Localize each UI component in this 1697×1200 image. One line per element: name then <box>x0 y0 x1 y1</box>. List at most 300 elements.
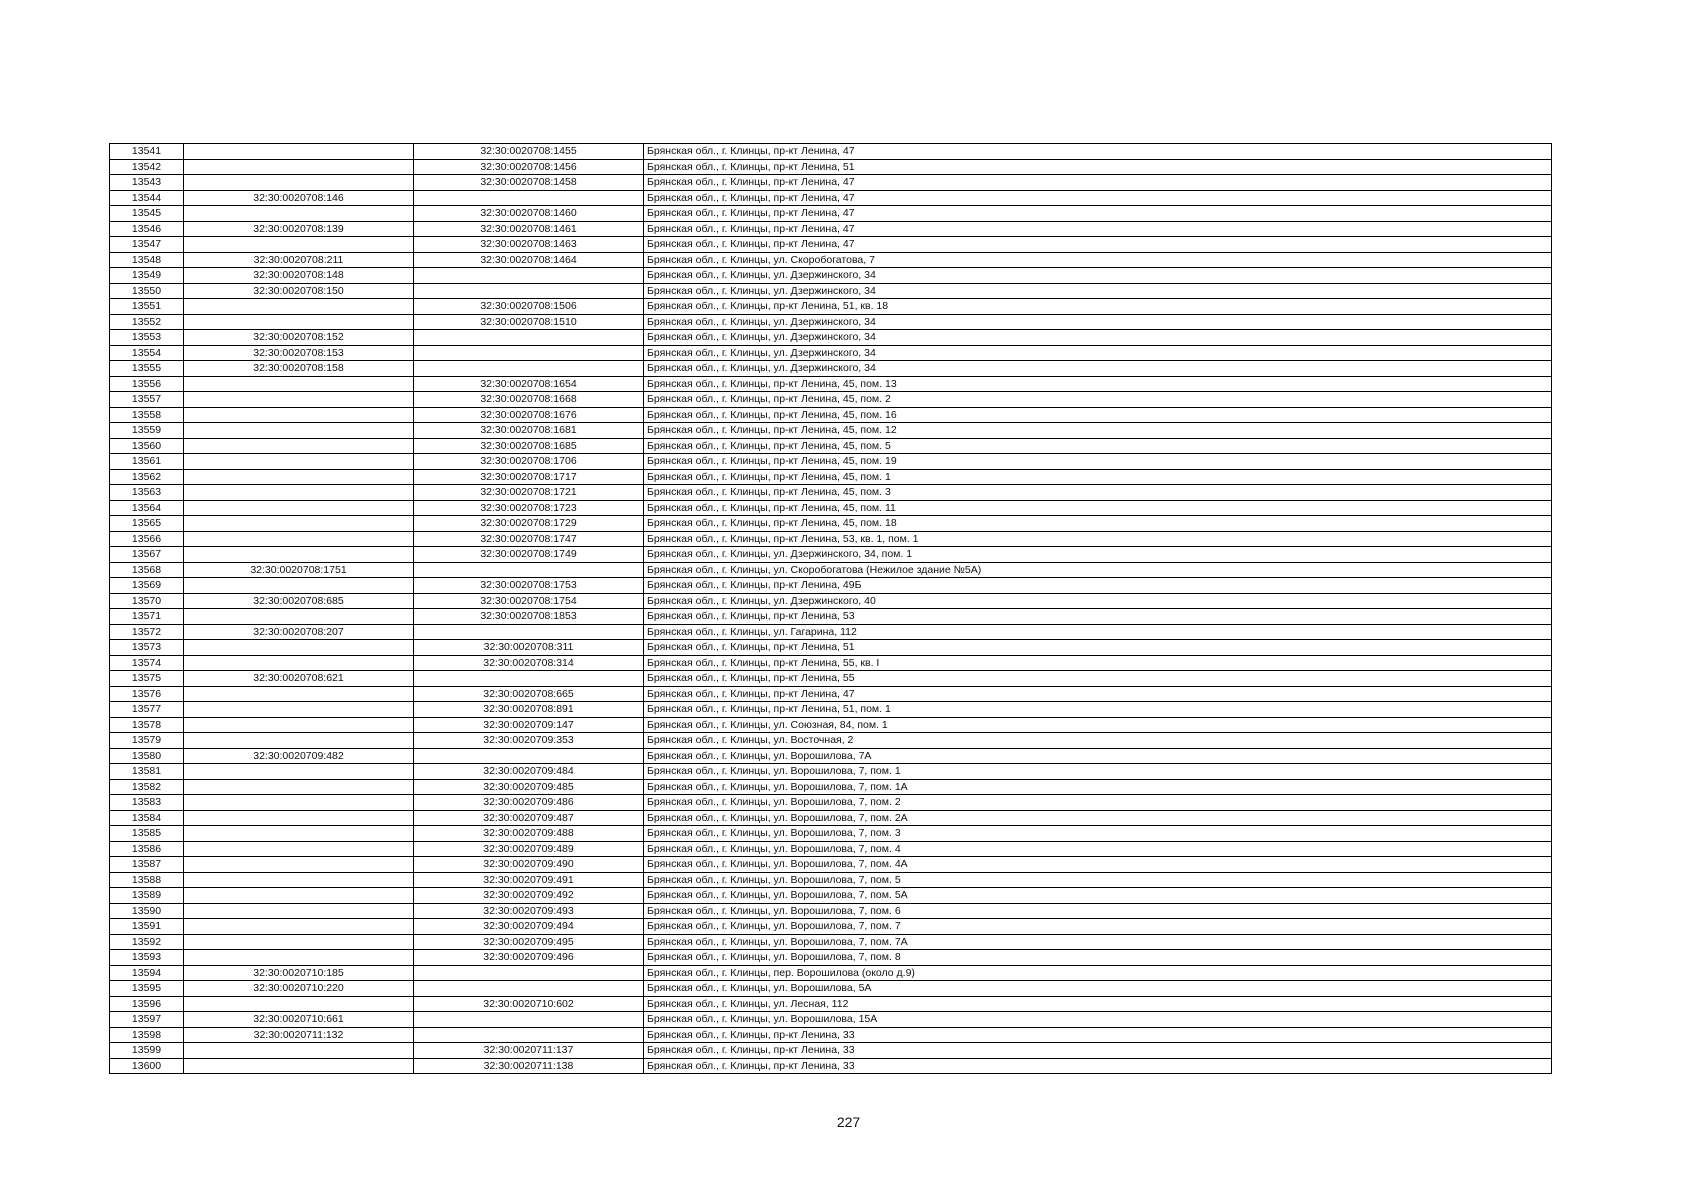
address-cell: Брянская обл., г. Клинцы, пр-кт Ленина, 55 <box>644 671 1552 687</box>
parent-cadastral-number-cell <box>184 314 414 330</box>
row-number-cell: 13584 <box>110 810 184 826</box>
table-row <box>110 392 1552 408</box>
cadastral-number-cell: 32:30:0020708:1668 <box>414 392 644 408</box>
table-row <box>110 144 1552 160</box>
row-number-cell: 13560 <box>110 438 184 454</box>
table-row <box>110 764 1552 780</box>
address-cell: Брянская обл., г. Клинцы, ул. Дзержинского, 40 <box>644 593 1552 609</box>
cadastral-number-cell: 32:30:0020708:1747 <box>414 531 644 547</box>
row-number-cell: 13586 <box>110 841 184 857</box>
parent-cadastral-number-cell <box>184 733 414 749</box>
cadastral-number-cell: 32:30:0020708:1461 <box>414 221 644 237</box>
row-number-cell: 13566 <box>110 531 184 547</box>
parent-cadastral-number-cell <box>184 779 414 795</box>
table-row <box>110 872 1552 888</box>
row-number-cell: 13541 <box>110 144 184 160</box>
cadastral-number-cell: 32:30:0020708:311 <box>414 640 644 656</box>
parent-cadastral-number-cell <box>184 686 414 702</box>
cadastral-number-cell <box>414 345 644 361</box>
cadastral-number-cell: 32:30:0020709:147 <box>414 717 644 733</box>
parent-cadastral-number-cell: 32:30:0020711:132 <box>184 1027 414 1043</box>
parent-cadastral-number-cell: 32:30:0020709:482 <box>184 748 414 764</box>
table-row <box>110 826 1552 842</box>
address-cell: Брянская обл., г. Клинцы, пр-кт Ленина, 49Б <box>644 578 1552 594</box>
parent-cadastral-number-cell <box>184 640 414 656</box>
cadastral-number-cell: 32:30:0020709:486 <box>414 795 644 811</box>
table-row <box>110 919 1552 935</box>
table-row <box>110 252 1552 268</box>
row-number-cell: 13597 <box>110 1012 184 1028</box>
parent-cadastral-number-cell <box>184 996 414 1012</box>
row-number-cell: 13568 <box>110 562 184 578</box>
address-cell: Брянская обл., г. Клинцы, пр-кт Ленина, 33 <box>644 1058 1552 1074</box>
cadastral-number-cell: 32:30:0020708:1463 <box>414 237 644 253</box>
table-row <box>110 903 1552 919</box>
parent-cadastral-number-cell <box>184 857 414 873</box>
parent-cadastral-number-cell: 32:30:0020710:185 <box>184 965 414 981</box>
address-cell: Брянская обл., г. Клинцы, ул. Лесная, 112 <box>644 996 1552 1012</box>
parent-cadastral-number-cell <box>184 500 414 516</box>
parent-cadastral-number-cell <box>184 531 414 547</box>
cadastral-number-cell: 32:30:0020708:1455 <box>414 144 644 160</box>
parent-cadastral-number-cell <box>184 392 414 408</box>
parent-cadastral-number-cell <box>184 872 414 888</box>
address-cell: Брянская обл., г. Клинцы, пр-кт Ленина, 47 <box>644 175 1552 191</box>
cadastral-number-cell: 32:30:0020709:493 <box>414 903 644 919</box>
parent-cadastral-number-cell: 32:30:0020708:150 <box>184 283 414 299</box>
cadastral-number-cell <box>414 283 644 299</box>
address-cell: Брянская обл., г. Клинцы, пр-кт Ленина, 45, пом. 5 <box>644 438 1552 454</box>
cadastral-number-cell <box>414 1012 644 1028</box>
table-row <box>110 748 1552 764</box>
cadastral-number-cell <box>414 981 644 997</box>
row-number-cell: 13590 <box>110 903 184 919</box>
row-number-cell: 13543 <box>110 175 184 191</box>
cadastral-number-cell: 32:30:0020709:487 <box>414 810 644 826</box>
parent-cadastral-number-cell <box>184 950 414 966</box>
address-cell: Брянская обл., г. Клинцы, пр-кт Ленина, 45, пом. 16 <box>644 407 1552 423</box>
table-row <box>110 407 1552 423</box>
address-cell: Брянская обл., г. Клинцы, пр-кт Ленина, 47 <box>644 221 1552 237</box>
address-cell: Брянская обл., г. Клинцы, пр-кт Ленина, 51 <box>644 640 1552 656</box>
cadastral-number-cell: 32:30:0020708:1676 <box>414 407 644 423</box>
address-cell: Брянская обл., г. Клинцы, пр-кт Ленина, 47 <box>644 686 1552 702</box>
address-cell: Брянская обл., г. Клинцы, ул. Ворошилова, 7, пом. 8 <box>644 950 1552 966</box>
cadastral-number-cell: 32:30:0020711:137 <box>414 1043 644 1059</box>
cadastral-number-cell <box>414 330 644 346</box>
row-number-cell: 13563 <box>110 485 184 501</box>
parent-cadastral-number-cell: 32:30:0020708:158 <box>184 361 414 377</box>
address-cell: Брянская обл., г. Клинцы, пр-кт Ленина, 47 <box>644 190 1552 206</box>
table-row <box>110 531 1552 547</box>
table-body <box>110 144 1552 1074</box>
table-row <box>110 733 1552 749</box>
cadastral-number-cell: 32:30:0020709:490 <box>414 857 644 873</box>
parent-cadastral-number-cell <box>184 547 414 563</box>
table-row <box>110 299 1552 315</box>
table-row <box>110 717 1552 733</box>
parent-cadastral-number-cell <box>184 237 414 253</box>
table-row <box>110 516 1552 532</box>
cadastral-number-cell: 32:30:0020709:491 <box>414 872 644 888</box>
table-row <box>110 345 1552 361</box>
row-number-cell: 13549 <box>110 268 184 284</box>
cadastral-number-cell <box>414 268 644 284</box>
parent-cadastral-number-cell <box>184 469 414 485</box>
cadastral-number-cell <box>414 624 644 640</box>
table-row <box>110 950 1552 966</box>
row-number-cell: 13556 <box>110 376 184 392</box>
cadastral-number-cell: 32:30:0020709:484 <box>414 764 644 780</box>
row-number-cell: 13542 <box>110 159 184 175</box>
parent-cadastral-number-cell <box>184 175 414 191</box>
row-number-cell: 13600 <box>110 1058 184 1074</box>
table-row <box>110 996 1552 1012</box>
row-number-cell: 13593 <box>110 950 184 966</box>
address-cell: Брянская обл., г. Клинцы, ул. Дзержинского, 34 <box>644 345 1552 361</box>
address-cell: Брянская обл., г. Клинцы, ул. Ворошилова, 7А <box>644 748 1552 764</box>
table-row <box>110 190 1552 206</box>
address-cell: Брянская обл., г. Клинцы, пр-кт Ленина, 45, пом. 18 <box>644 516 1552 532</box>
table-row <box>110 376 1552 392</box>
address-cell: Брянская обл., г. Клинцы, ул. Ворошилова, 7, пом. 4А <box>644 857 1552 873</box>
parent-cadastral-number-cell <box>184 795 414 811</box>
row-number-cell: 13589 <box>110 888 184 904</box>
table-row <box>110 981 1552 997</box>
cadastral-number-cell: 32:30:0020708:1464 <box>414 252 644 268</box>
table-row <box>110 686 1552 702</box>
cadastral-number-cell: 32:30:0020708:1853 <box>414 609 644 625</box>
address-cell: Брянская обл., г. Клинцы, ул. Дзержинского, 34 <box>644 330 1552 346</box>
table-row <box>110 1012 1552 1028</box>
parent-cadastral-number-cell <box>184 888 414 904</box>
cadastral-number-cell: 32:30:0020708:1685 <box>414 438 644 454</box>
address-cell: Брянская обл., г. Клинцы, пр-кт Ленина, 51, пом. 1 <box>644 702 1552 718</box>
parent-cadastral-number-cell <box>184 810 414 826</box>
row-number-cell: 13580 <box>110 748 184 764</box>
row-number-cell: 13562 <box>110 469 184 485</box>
address-cell: Брянская обл., г. Клинцы, ул. Дзержинского, 34 <box>644 283 1552 299</box>
address-cell: Брянская обл., г. Клинцы, ул. Ворошилова, 5А <box>644 981 1552 997</box>
parent-cadastral-number-cell: 32:30:0020708:685 <box>184 593 414 609</box>
table-row <box>110 268 1552 284</box>
row-number-cell: 13579 <box>110 733 184 749</box>
row-number-cell: 13582 <box>110 779 184 795</box>
address-cell: Брянская обл., г. Клинцы, пр-кт Ленина, 33 <box>644 1043 1552 1059</box>
row-number-cell: 13587 <box>110 857 184 873</box>
address-cell: Брянская обл., г. Клинцы, пр-кт Ленина, 45, пом. 2 <box>644 392 1552 408</box>
row-number-cell: 13588 <box>110 872 184 888</box>
parent-cadastral-number-cell: 32:30:0020710:220 <box>184 981 414 997</box>
address-cell: Брянская обл., г. Клинцы, пр-кт Ленина, 47 <box>644 206 1552 222</box>
address-cell: Брянская обл., г. Клинцы, ул. Скоробогатова (Нежилое здание №5А) <box>644 562 1552 578</box>
address-cell: Брянская обл., г. Клинцы, пр-кт Ленина, 55, кв. I <box>644 655 1552 671</box>
cadastral-number-cell: 32:30:0020711:138 <box>414 1058 644 1074</box>
row-number-cell: 13555 <box>110 361 184 377</box>
row-number-cell: 13571 <box>110 609 184 625</box>
address-cell: Брянская обл., г. Клинцы, ул. Ворошилова, 15А <box>644 1012 1552 1028</box>
parent-cadastral-number-cell <box>184 1043 414 1059</box>
cadastral-number-cell: 32:30:0020709:489 <box>414 841 644 857</box>
row-number-cell: 13546 <box>110 221 184 237</box>
parent-cadastral-number-cell <box>184 144 414 160</box>
table-row <box>110 578 1552 594</box>
row-number-cell: 13552 <box>110 314 184 330</box>
row-number-cell: 13570 <box>110 593 184 609</box>
cadastral-number-cell: 32:30:0020708:1753 <box>414 578 644 594</box>
address-cell: Брянская обл., г. Клинцы, ул. Ворошилова, 7, пом. 7А <box>644 934 1552 950</box>
cadastral-number-cell <box>414 190 644 206</box>
cadastral-number-cell: 32:30:0020708:665 <box>414 686 644 702</box>
cadastral-number-cell: 32:30:0020709:492 <box>414 888 644 904</box>
table-row <box>110 237 1552 253</box>
row-number-cell: 13557 <box>110 392 184 408</box>
address-cell: Брянская обл., г. Клинцы, пр-кт Ленина, 51, кв. 18 <box>644 299 1552 315</box>
address-cell: Брянская обл., г. Клинцы, ул. Восточная, 2 <box>644 733 1552 749</box>
cadastral-number-cell <box>414 965 644 981</box>
row-number-cell: 13545 <box>110 206 184 222</box>
address-cell: Брянская обл., г. Клинцы, ул. Дзержинского, 34 <box>644 361 1552 377</box>
cadastral-number-cell: 32:30:0020708:1749 <box>414 547 644 563</box>
cadastral-number-cell: 32:30:0020708:1460 <box>414 206 644 222</box>
row-number-cell: 13583 <box>110 795 184 811</box>
table-row <box>110 159 1552 175</box>
table-row <box>110 965 1552 981</box>
table-row <box>110 841 1552 857</box>
row-number-cell: 13553 <box>110 330 184 346</box>
cadastral-number-cell: 32:30:0020708:1510 <box>414 314 644 330</box>
cadastral-number-cell: 32:30:0020709:494 <box>414 919 644 935</box>
parent-cadastral-number-cell: 32:30:0020708:207 <box>184 624 414 640</box>
address-cell: Брянская обл., г. Клинцы, ул. Ворошилова, 7, пом. 1 <box>644 764 1552 780</box>
row-number-cell: 13577 <box>110 702 184 718</box>
table-row <box>110 593 1552 609</box>
address-cell: Брянская обл., г. Клинцы, пр-кт Ленина, 33 <box>644 1027 1552 1043</box>
table-row <box>110 500 1552 516</box>
parent-cadastral-number-cell <box>184 516 414 532</box>
row-number-cell: 13592 <box>110 934 184 950</box>
address-cell: Брянская обл., г. Клинцы, пр-кт Ленина, 51 <box>644 159 1552 175</box>
parent-cadastral-number-cell <box>184 609 414 625</box>
address-cell: Брянская обл., г. Клинцы, ул. Дзержинского, 34 <box>644 314 1552 330</box>
cadastral-number-cell: 32:30:0020709:496 <box>414 950 644 966</box>
table-row <box>110 314 1552 330</box>
parent-cadastral-number-cell <box>184 299 414 315</box>
parent-cadastral-number-cell: 32:30:0020708:621 <box>184 671 414 687</box>
row-number-cell: 13575 <box>110 671 184 687</box>
table-row <box>110 423 1552 439</box>
cadastral-number-cell: 32:30:0020709:353 <box>414 733 644 749</box>
table-row <box>110 702 1552 718</box>
address-cell: Брянская обл., г. Клинцы, пр-кт Ленина, 45, пом. 3 <box>644 485 1552 501</box>
parent-cadastral-number-cell <box>184 423 414 439</box>
cadastral-number-cell <box>414 361 644 377</box>
row-number-cell: 13572 <box>110 624 184 640</box>
row-number-cell: 13595 <box>110 981 184 997</box>
cadastral-number-cell <box>414 1027 644 1043</box>
table-row <box>110 810 1552 826</box>
cadastral-number-cell: 32:30:0020708:891 <box>414 702 644 718</box>
row-number-cell: 13591 <box>110 919 184 935</box>
table-row <box>110 438 1552 454</box>
cadastral-number-cell: 32:30:0020708:1458 <box>414 175 644 191</box>
table-row <box>110 1058 1552 1074</box>
table-row <box>110 221 1552 237</box>
address-cell: Брянская обл., г. Клинцы, пр-кт Ленина, 47 <box>644 237 1552 253</box>
table-row <box>110 934 1552 950</box>
address-cell: Брянская обл., г. Клинцы, ул. Ворошилова, 7, пом. 3 <box>644 826 1552 842</box>
parent-cadastral-number-cell <box>184 206 414 222</box>
parent-cadastral-number-cell <box>184 717 414 733</box>
parent-cadastral-number-cell <box>184 934 414 950</box>
address-cell: Брянская обл., г. Клинцы, ул. Ворошилова, 7, пом. 1А <box>644 779 1552 795</box>
address-cell: Брянская обл., г. Клинцы, ул. Ворошилова, 7, пом. 5 <box>644 872 1552 888</box>
row-number-cell: 13567 <box>110 547 184 563</box>
address-cell: Брянская обл., г. Клинцы, пр-кт Ленина, 45, пом. 1 <box>644 469 1552 485</box>
address-cell: Брянская обл., г. Клинцы, пр-кт Ленина, 45, пом. 12 <box>644 423 1552 439</box>
address-cell: Брянская обл., г. Клинцы, ул. Дзержинского, 34 <box>644 268 1552 284</box>
row-number-cell: 13561 <box>110 454 184 470</box>
table-row <box>110 655 1552 671</box>
row-number-cell: 13578 <box>110 717 184 733</box>
address-cell: Брянская обл., г. Клинцы, ул. Ворошилова, 7, пом. 2А <box>644 810 1552 826</box>
row-number-cell: 13599 <box>110 1043 184 1059</box>
parent-cadastral-number-cell <box>184 826 414 842</box>
row-number-cell: 13574 <box>110 655 184 671</box>
table-row <box>110 283 1552 299</box>
cadastral-number-cell <box>414 748 644 764</box>
parent-cadastral-number-cell <box>184 438 414 454</box>
parent-cadastral-number-cell <box>184 702 414 718</box>
parent-cadastral-number-cell <box>184 159 414 175</box>
address-cell: Брянская обл., г. Клинцы, ул. Ворошилова, 7, пом. 6 <box>644 903 1552 919</box>
row-number-cell: 13564 <box>110 500 184 516</box>
table-row <box>110 361 1552 377</box>
document-table-container <box>109 143 1551 1074</box>
parent-cadastral-number-cell <box>184 903 414 919</box>
address-cell: Брянская обл., г. Клинцы, ул. Ворошилова, 7, пом. 2 <box>644 795 1552 811</box>
row-number-cell: 13544 <box>110 190 184 206</box>
cadastral-number-cell: 32:30:0020708:1654 <box>414 376 644 392</box>
cadastral-number-cell: 32:30:0020709:495 <box>414 934 644 950</box>
table-row <box>110 1043 1552 1059</box>
row-number-cell: 13547 <box>110 237 184 253</box>
table-row <box>110 779 1552 795</box>
table-row <box>110 485 1552 501</box>
table-row <box>110 330 1552 346</box>
row-number-cell: 13598 <box>110 1027 184 1043</box>
parent-cadastral-number-cell <box>184 376 414 392</box>
parent-cadastral-number-cell <box>184 919 414 935</box>
row-number-cell: 13565 <box>110 516 184 532</box>
cadastral-number-cell: 32:30:0020708:1721 <box>414 485 644 501</box>
table-row <box>110 888 1552 904</box>
address-cell: Брянская обл., г. Клинцы, пр-кт Ленина, 53 <box>644 609 1552 625</box>
table-row <box>110 609 1552 625</box>
cadastral-number-cell: 32:30:0020708:314 <box>414 655 644 671</box>
cadastral-number-cell: 32:30:0020710:602 <box>414 996 644 1012</box>
table-row <box>110 640 1552 656</box>
parent-cadastral-number-cell <box>184 485 414 501</box>
cadastral-number-cell <box>414 562 644 578</box>
row-number-cell: 13550 <box>110 283 184 299</box>
address-cell: Брянская обл., г. Клинцы, ул. Дзержинского, 34, пом. 1 <box>644 547 1552 563</box>
cadastral-number-cell <box>414 671 644 687</box>
row-number-cell: 13581 <box>110 764 184 780</box>
table-row <box>110 624 1552 640</box>
table-row <box>110 795 1552 811</box>
row-number-cell: 13594 <box>110 965 184 981</box>
parent-cadastral-number-cell <box>184 407 414 423</box>
address-cell: Брянская обл., г. Клинцы, пр-кт Ленина, 45, пом. 13 <box>644 376 1552 392</box>
cadastral-number-cell: 32:30:0020708:1681 <box>414 423 644 439</box>
row-number-cell: 13554 <box>110 345 184 361</box>
table-row <box>110 857 1552 873</box>
parent-cadastral-number-cell <box>184 578 414 594</box>
row-number-cell: 13569 <box>110 578 184 594</box>
cadastral-number-cell: 32:30:0020708:1717 <box>414 469 644 485</box>
table-row <box>110 469 1552 485</box>
row-number-cell: 13585 <box>110 826 184 842</box>
parent-cadastral-number-cell <box>184 764 414 780</box>
address-cell: Брянская обл., г. Клинцы, ул. Союзная, 84, пом. 1 <box>644 717 1552 733</box>
cadastral-table <box>109 143 1552 1074</box>
address-cell: Брянская обл., г. Клинцы, пр-кт Ленина, 53, кв. 1, пом. 1 <box>644 531 1552 547</box>
row-number-cell: 13573 <box>110 640 184 656</box>
address-cell: Брянская обл., г. Клинцы, ул. Ворошилова, 7, пом. 4 <box>644 841 1552 857</box>
cadastral-number-cell: 32:30:0020708:1706 <box>414 454 644 470</box>
cadastral-number-cell: 32:30:0020708:1754 <box>414 593 644 609</box>
page-number: 227 <box>836 1114 861 1130</box>
table-row <box>110 175 1552 191</box>
address-cell: Брянская обл., г. Клинцы, ул. Ворошилова, 7, пом. 5А <box>644 888 1552 904</box>
parent-cadastral-number-cell: 32:30:0020708:148 <box>184 268 414 284</box>
address-cell: Брянская обл., г. Клинцы, ул. Ворошилова, 7, пом. 7 <box>644 919 1552 935</box>
row-number-cell: 13576 <box>110 686 184 702</box>
parent-cadastral-number-cell <box>184 454 414 470</box>
address-cell: Брянская обл., г. Клинцы, пр-кт Ленина, 45, пом. 19 <box>644 454 1552 470</box>
parent-cadastral-number-cell: 32:30:0020710:661 <box>184 1012 414 1028</box>
address-cell: Брянская обл., г. Клинцы, ул. Гагарина, 112 <box>644 624 1552 640</box>
parent-cadastral-number-cell <box>184 1058 414 1074</box>
parent-cadastral-number-cell <box>184 841 414 857</box>
cadastral-number-cell: 32:30:0020709:485 <box>414 779 644 795</box>
table-row <box>110 671 1552 687</box>
parent-cadastral-number-cell: 32:30:0020708:153 <box>184 345 414 361</box>
row-number-cell: 13596 <box>110 996 184 1012</box>
parent-cadastral-number-cell: 32:30:0020708:211 <box>184 252 414 268</box>
row-number-cell: 13548 <box>110 252 184 268</box>
parent-cadastral-number-cell <box>184 655 414 671</box>
parent-cadastral-number-cell: 32:30:0020708:152 <box>184 330 414 346</box>
address-cell: Брянская обл., г. Клинцы, пр-кт Ленина, 45, пом. 11 <box>644 500 1552 516</box>
table-row <box>110 562 1552 578</box>
cadastral-number-cell: 32:30:0020709:488 <box>414 826 644 842</box>
cadastral-number-cell: 32:30:0020708:1729 <box>414 516 644 532</box>
row-number-cell: 13559 <box>110 423 184 439</box>
cadastral-number-cell: 32:30:0020708:1456 <box>414 159 644 175</box>
parent-cadastral-number-cell: 32:30:0020708:1751 <box>184 562 414 578</box>
cadastral-number-cell: 32:30:0020708:1723 <box>414 500 644 516</box>
address-cell: Брянская обл., г. Клинцы, пр-кт Ленина, 47 <box>644 144 1552 160</box>
address-cell: Брянская обл., г. Клинцы, пер. Ворошилова (около д.9) <box>644 965 1552 981</box>
table-row <box>110 454 1552 470</box>
row-number-cell: 13558 <box>110 407 184 423</box>
cadastral-number-cell: 32:30:0020708:1506 <box>414 299 644 315</box>
row-number-cell: 13551 <box>110 299 184 315</box>
address-cell: Брянская обл., г. Клинцы, ул. Скоробогатова, 7 <box>644 252 1552 268</box>
table-row <box>110 1027 1552 1043</box>
